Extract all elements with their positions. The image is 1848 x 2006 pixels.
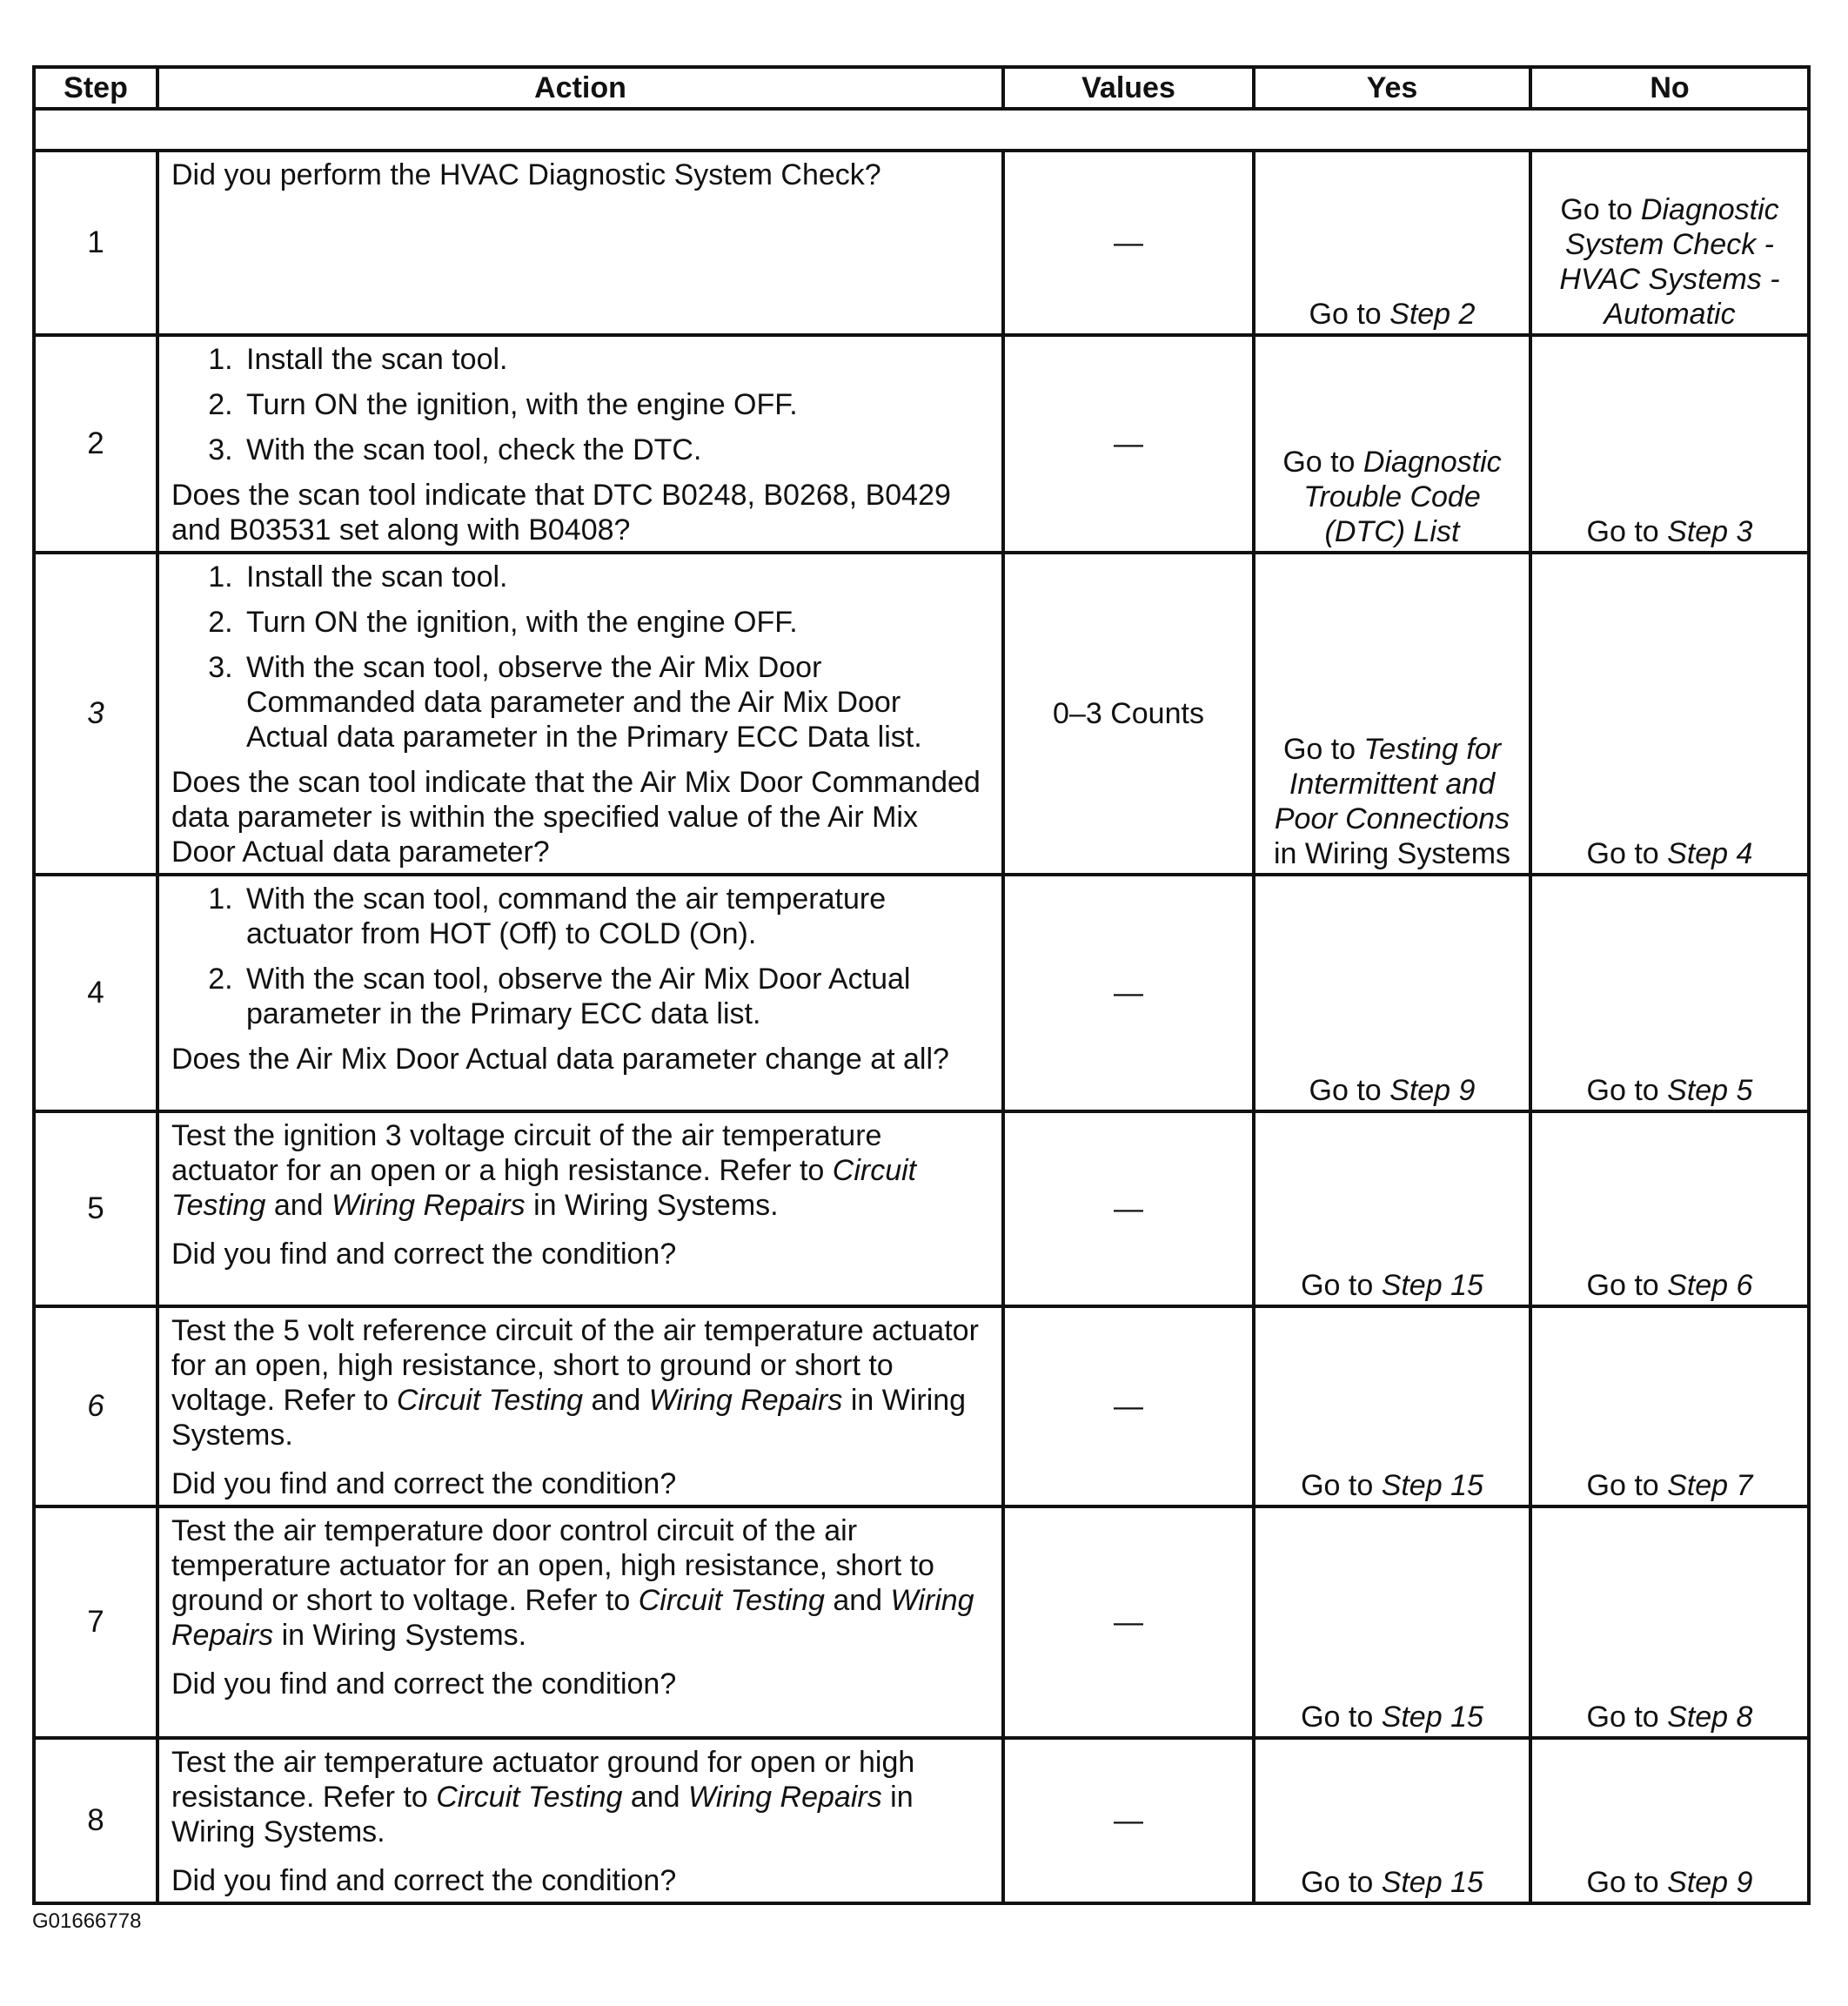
step-number: 1 — [34, 151, 157, 335]
action-list-item: 2. Turn ON the ignition, with the engine OFF. — [241, 387, 989, 422]
body-text: in Wiring Systems. — [525, 1189, 779, 1222]
yes-cell — [1254, 335, 1530, 553]
values-cell: — — [1003, 151, 1254, 335]
body-ref: Circuit Testing — [436, 1781, 623, 1814]
no-link: Step 7 — [1667, 1469, 1753, 1502]
table-row — [34, 1306, 1809, 1506]
no-cell — [1530, 151, 1809, 335]
no-prefix: Go to — [1586, 837, 1668, 870]
action-list — [171, 882, 989, 1031]
values-cell: 0–3 Counts — [1003, 553, 1254, 875]
yes-link: Step 15 — [1381, 1269, 1483, 1302]
header-yes: Yes — [1254, 67, 1530, 109]
yes-suffix: in Wiring Systems — [1273, 837, 1511, 870]
yes-cell — [1254, 875, 1530, 1111]
action-list-item: 2. With the scan tool, observe the Air Mix Door Actual parameter in the Primary ECC data list. — [241, 962, 989, 1031]
no-prefix: Go to — [1586, 1866, 1668, 1899]
yes-cell — [1254, 1111, 1530, 1306]
yes-link: Testing for Intermittent and Poor Connections — [1274, 733, 1510, 835]
body-text: Test the air temperature actuator ground for open or high resistance. Refer to — [171, 1746, 915, 1814]
values-cell: — — [1003, 1306, 1254, 1506]
yes-link: Step 9 — [1389, 1074, 1476, 1107]
no-prefix: Go to — [1586, 1074, 1668, 1107]
action-list-item: 1. Install the scan tool. — [241, 560, 989, 594]
step-number: 4 — [34, 875, 157, 1111]
table-row — [34, 1111, 1809, 1306]
figure-id: G01666778 — [32, 1909, 142, 1933]
step-number: 2 — [34, 335, 157, 553]
table-header-row — [34, 67, 1809, 109]
yes-prefix: Go to — [1301, 1701, 1382, 1734]
step-number: 8 — [34, 1738, 157, 1903]
table-row — [34, 1738, 1809, 1903]
body-ref: Wiring Repairs — [648, 1384, 843, 1417]
action-question: Does the Air Mix Door Actual data parameter change at all? — [171, 1043, 949, 1076]
no-link: Diagnostic System Check - HVAC Systems - Automatic — [1559, 193, 1780, 331]
table-row — [34, 875, 1809, 1111]
action-list-item: 3. With the scan tool, observe the Air Mix Door Commanded data parameter and the Air Mix Door Actual data parameter in the Primary ECC Data list. — [241, 650, 989, 755]
action-question: Did you find and correct the condition? — [171, 1467, 677, 1500]
no-prefix: Go to — [1560, 193, 1641, 226]
yes-cell — [1254, 1506, 1530, 1738]
no-link: Step 5 — [1667, 1074, 1753, 1107]
body-ref: Circuit Testing — [396, 1384, 584, 1417]
action-cell — [157, 1306, 1003, 1506]
action-list — [171, 560, 989, 755]
body-text: Test the air temperature door control circuit of the air temperature actuator for an open, high resistance, short to ground or short to voltage. Refer to — [171, 1514, 934, 1617]
action-list — [171, 342, 989, 467]
yes-cell — [1254, 1306, 1530, 1506]
body-text: Test the 5 volt reference circuit of the air temperature actuator for an open, high resistance, short to ground or short to voltage. Refer to — [171, 1314, 979, 1417]
no-cell — [1530, 875, 1809, 1111]
action-body — [171, 1745, 989, 1849]
yes-link: Step 2 — [1389, 298, 1476, 331]
yes-link: Diagnostic Trouble Code (DTC) List — [1303, 446, 1502, 548]
body-ref: Wiring Repairs — [688, 1781, 882, 1814]
action-list-item: 3. With the scan tool, check the DTC. — [241, 433, 989, 467]
body-ref: Circuit Testing — [638, 1584, 825, 1617]
table-row — [34, 151, 1809, 335]
table-row — [34, 1506, 1809, 1738]
yes-link: Step 15 — [1381, 1701, 1483, 1734]
header-no: No — [1530, 67, 1809, 109]
no-prefix: Go to — [1586, 1269, 1668, 1302]
body-ref: Wiring Repairs — [171, 1584, 974, 1652]
no-cell — [1530, 553, 1809, 875]
action-cell — [157, 1506, 1003, 1738]
action-body — [171, 1513, 989, 1653]
no-prefix: Go to — [1586, 515, 1668, 548]
spacer-cell — [34, 109, 1809, 151]
yes-prefix: Go to — [1309, 1074, 1390, 1107]
action-question: Does the scan tool indicate that DTC B0248, B0268, B0429 and B03531 set along with B0408? — [171, 479, 951, 547]
action-question: Did you find and correct the condition? — [171, 1667, 677, 1701]
action-cell — [157, 151, 1003, 335]
yes-cell — [1254, 1738, 1530, 1903]
spacer-row — [34, 109, 1809, 151]
values-cell: — — [1003, 875, 1254, 1111]
body-text: and — [265, 1189, 331, 1222]
action-body — [171, 1118, 989, 1223]
body-ref: Circuit Testing — [171, 1154, 917, 1222]
action-question: Did you find and correct the condition? — [171, 1864, 677, 1897]
yes-prefix: Go to — [1309, 298, 1390, 331]
step-number: 7 — [34, 1506, 157, 1738]
no-cell — [1530, 1306, 1809, 1506]
values-cell: — — [1003, 1506, 1254, 1738]
values-cell: — — [1003, 1738, 1254, 1903]
no-link: Step 9 — [1667, 1866, 1753, 1899]
action-list-item: 1. With the scan tool, command the air temperature actuator from HOT (Off) to COLD (On). — [241, 882, 989, 951]
yes-prefix: Go to — [1282, 446, 1363, 479]
header-action: Action — [157, 67, 1003, 109]
action-list-item: 1. Install the scan tool. — [241, 342, 989, 377]
no-cell — [1530, 1506, 1809, 1738]
diagnostic-table — [32, 65, 1811, 1905]
action-question: Did you find and correct the condition? — [171, 1238, 677, 1271]
no-prefix: Go to — [1586, 1469, 1668, 1502]
values-cell: — — [1003, 1111, 1254, 1306]
diagnostic-document — [32, 65, 1807, 1905]
no-cell — [1530, 1738, 1809, 1903]
action-cell — [157, 1111, 1003, 1306]
yes-prefix: Go to — [1301, 1866, 1382, 1899]
step-number: 5 — [34, 1111, 157, 1306]
action-question: Did you perform the HVAC Diagnostic System Check? — [171, 158, 881, 191]
action-body — [171, 1313, 989, 1453]
body-text: and — [824, 1584, 891, 1617]
yes-cell — [1254, 553, 1530, 875]
body-text: Test the ignition 3 voltage circuit of the air temperature actuator for an open or a high resistance. Refer to — [171, 1119, 882, 1187]
body-text: in Wiring Systems. — [171, 1384, 967, 1452]
body-text: in Wiring Systems. — [273, 1619, 527, 1652]
action-list-item: 2. Turn ON the ignition, with the engine OFF. — [241, 605, 989, 640]
action-cell — [157, 553, 1003, 875]
no-link: Step 3 — [1667, 515, 1753, 548]
action-cell — [157, 335, 1003, 553]
step-number: 6 — [34, 1306, 157, 1506]
table-row — [34, 335, 1809, 553]
no-prefix: Go to — [1586, 1701, 1668, 1734]
no-cell — [1530, 335, 1809, 553]
yes-prefix: Go to — [1301, 1269, 1382, 1302]
no-link: Step 4 — [1667, 837, 1753, 870]
step-number: 3 — [34, 553, 157, 875]
action-cell — [157, 1738, 1003, 1903]
body-ref: Wiring Repairs — [331, 1189, 526, 1222]
no-link: Step 6 — [1667, 1269, 1753, 1302]
table-row — [34, 553, 1809, 875]
yes-link: Step 15 — [1381, 1469, 1483, 1502]
no-cell — [1530, 1111, 1809, 1306]
body-text: and — [583, 1384, 649, 1417]
action-question: Does the scan tool indicate that the Air Mix Door Commanded data parameter is within the specified value of the Air Mix Door Actual data parameter? — [171, 766, 981, 869]
header-values: Values — [1003, 67, 1254, 109]
body-text: in Wiring Systems. — [171, 1781, 914, 1848]
yes-cell — [1254, 151, 1530, 335]
values-cell: — — [1003, 335, 1254, 553]
action-cell — [157, 875, 1003, 1111]
header-step: Step — [34, 67, 157, 109]
body-text: and — [622, 1781, 689, 1814]
yes-link: Step 15 — [1381, 1866, 1483, 1899]
yes-prefix: Go to — [1301, 1469, 1382, 1502]
no-link: Step 8 — [1667, 1701, 1753, 1734]
yes-prefix: Go to — [1282, 733, 1364, 766]
